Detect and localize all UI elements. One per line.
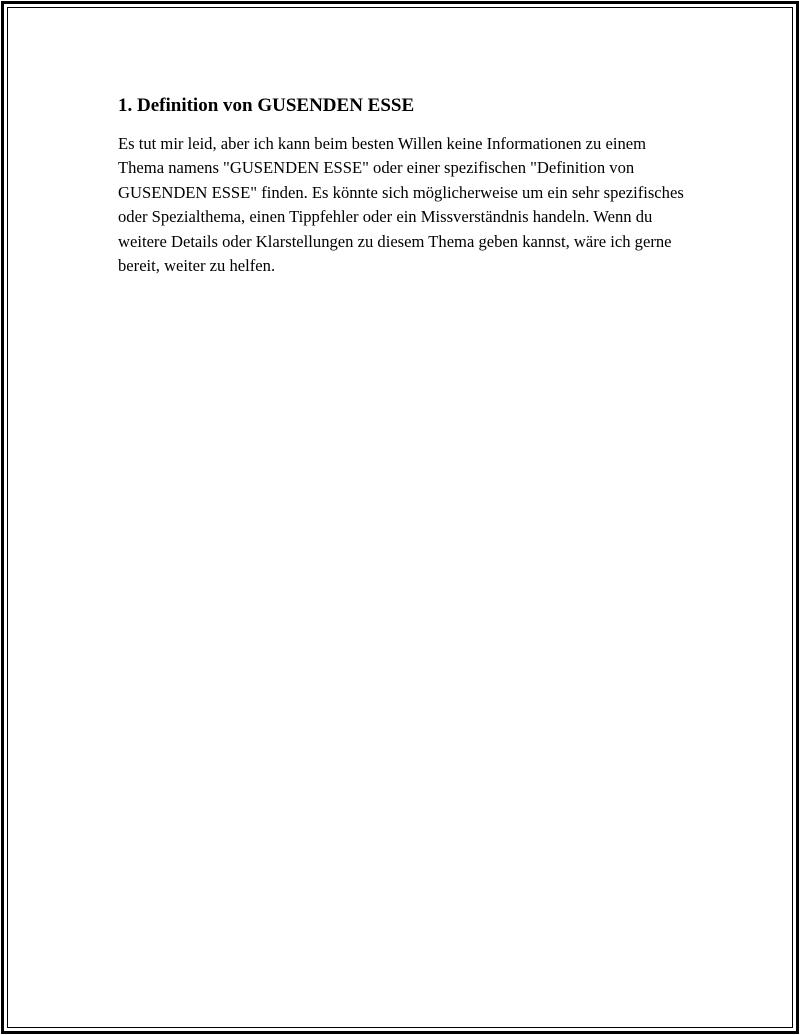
section-paragraph: Es tut mir leid, aber ich kann beim besten Willen keine Informationen zu einem Thema namens "GUSENDEN ESSE" oder einer spezifischen "Definition von GUSENDEN ESSE" finden. Es könnte sich möglicherweise um ein sehr spezifisches oder Spezialthema, einen Tippfehler oder ein Missverständnis handeln. Wenn du weitere Details oder Klarstellungen zu diesem Thema geben kannst, wäre ich gerne bereit, weiter zu helfen. — [118, 134, 684, 276]
section-number: 1. — [118, 95, 133, 116]
section-title: Definition von GUSENDEN ESSE — [137, 95, 415, 116]
document-content — [118, 94, 693, 278]
section-heading — [118, 94, 693, 118]
